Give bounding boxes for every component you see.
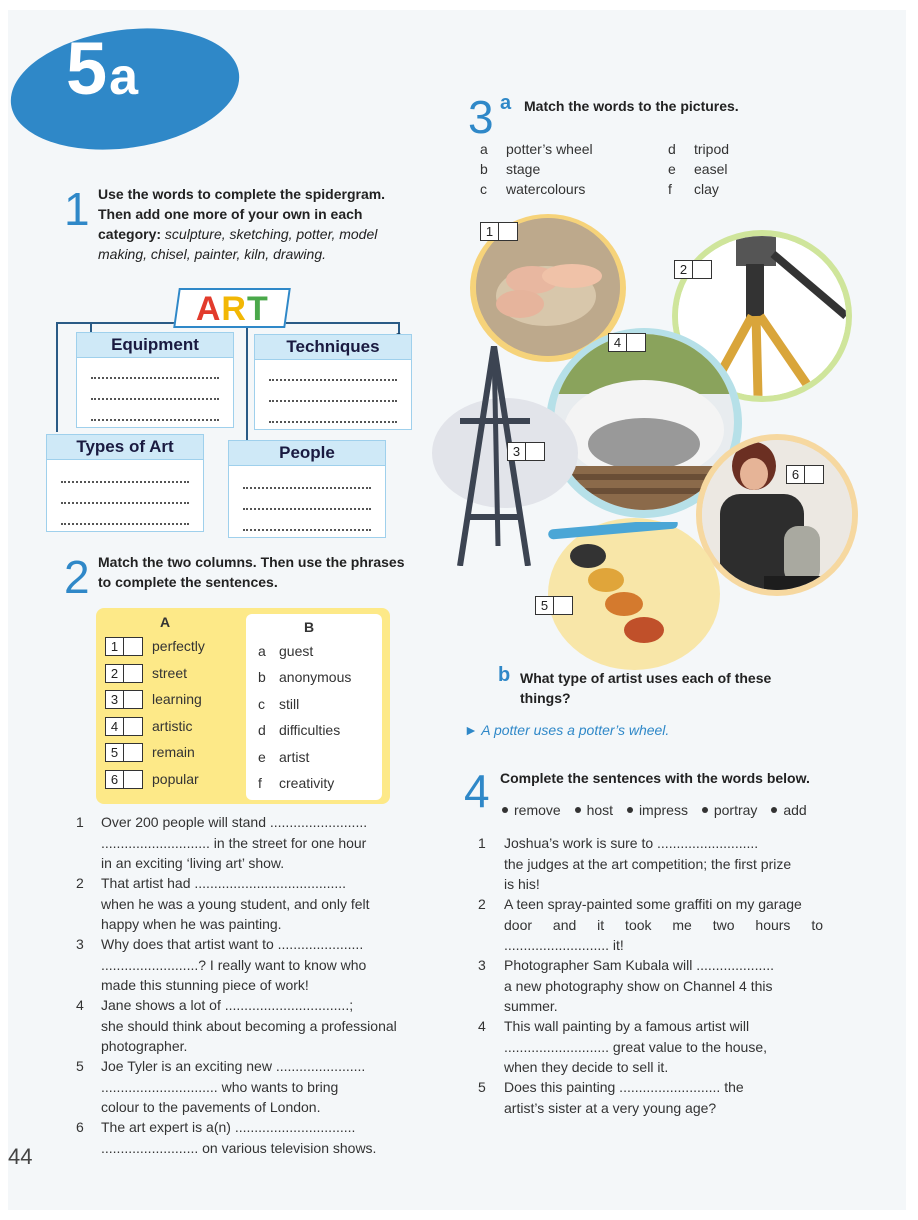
answer-box[interactable]: 3 bbox=[105, 690, 143, 709]
answer-line[interactable] bbox=[61, 523, 189, 525]
exercise-1-instruction bbox=[98, 184, 408, 264]
category-box-types-of-art bbox=[46, 434, 204, 532]
column-b-word: still bbox=[279, 696, 300, 712]
answer-box[interactable]: 4 bbox=[105, 717, 143, 736]
exercise-3b-example bbox=[464, 722, 669, 738]
textbook-page bbox=[8, 10, 906, 1210]
bullet-icon bbox=[627, 807, 633, 813]
sentence: Joshua’s work is sure to .......................... the judges at the art competition; the first prize is his! bbox=[504, 835, 792, 892]
answer-line[interactable] bbox=[269, 421, 397, 423]
sentence-number: 3 bbox=[478, 957, 486, 973]
column-a-word: artistic bbox=[152, 718, 193, 734]
category-title-techniques: Techniques bbox=[255, 335, 411, 360]
column-b-letter: f bbox=[258, 775, 262, 791]
bank-word: impress bbox=[638, 802, 688, 818]
sentence-number: 5 bbox=[76, 1058, 84, 1074]
exercise-2-instruction: Match the two columns. Then use the phrases to complete the sentences. bbox=[98, 554, 405, 590]
column-b-word: artist bbox=[279, 749, 310, 765]
sentence-number: 1 bbox=[478, 835, 486, 851]
answer-line[interactable] bbox=[269, 379, 397, 381]
exercise-4-instruction: Complete the sentences with the words below. bbox=[500, 770, 810, 786]
column-a-word: street bbox=[152, 665, 188, 681]
word: potter’s wheel bbox=[506, 141, 593, 157]
picture-answer-box[interactable]: 5 bbox=[535, 596, 573, 615]
sentence: The art expert is a(n) ............................... ......................... on various television shows. bbox=[101, 1119, 377, 1156]
word: stage bbox=[506, 161, 541, 177]
sentence-number: 3 bbox=[76, 936, 84, 952]
category-box-people bbox=[228, 440, 386, 538]
picture-watercolours bbox=[548, 522, 688, 642]
category-title-equipment: Equipment bbox=[77, 333, 233, 358]
column-b-panel bbox=[246, 614, 382, 800]
sentence-number: 5 bbox=[478, 1079, 486, 1095]
exercise-3-number: 3 bbox=[468, 91, 494, 143]
word: tripod bbox=[694, 141, 730, 157]
word: clay bbox=[694, 181, 719, 197]
sentence: A teen spray-painted some graffiti on my garage door and it took me two hours to ........................... it! bbox=[504, 896, 823, 953]
sentence: That artist had ....................................... when he was a young student, and only felt happy when he was painting. bbox=[101, 875, 370, 932]
bullet-icon bbox=[771, 807, 777, 813]
sentence-number: 2 bbox=[478, 896, 486, 912]
category-box-techniques bbox=[254, 334, 412, 430]
sentence: Over 200 people will stand ......................... ............................ in the street for one hour in an exciting ‘living art’ show. bbox=[101, 814, 368, 871]
word-letter: c bbox=[480, 181, 487, 197]
potter-icon bbox=[702, 440, 852, 590]
column-a-word: learning bbox=[152, 691, 202, 707]
sentence: This wall painting by a famous artist will ........................... great value to the house, when they decide to sell it. bbox=[504, 1018, 768, 1075]
word: watercolours bbox=[506, 181, 586, 197]
picture-answer-box[interactable]: 1 bbox=[480, 222, 518, 241]
bank-word: host bbox=[586, 802, 614, 818]
category-title-people: People bbox=[229, 441, 385, 466]
answer-line[interactable] bbox=[91, 398, 219, 400]
answer-line[interactable] bbox=[61, 481, 189, 483]
play-arrow-icon: ► bbox=[464, 722, 478, 738]
column-b-word: anonymous bbox=[279, 669, 352, 685]
column-a-word: remain bbox=[152, 744, 195, 760]
exercise-4-word-bank bbox=[498, 802, 807, 818]
sentence-number: 2 bbox=[76, 875, 84, 891]
bullet-icon bbox=[575, 807, 581, 813]
answer-line[interactable] bbox=[91, 377, 219, 379]
column-b-word: guest bbox=[279, 643, 314, 659]
column-b-letter: d bbox=[258, 722, 266, 738]
exercise-2-number: 2 bbox=[64, 551, 90, 603]
exercise-1-words: sculpture, sketching, potter, model making, chisel, painter, kiln, drawing. bbox=[98, 226, 378, 262]
column-b-letter: c bbox=[258, 696, 265, 712]
column-b-word: creativity bbox=[279, 775, 335, 791]
sentence: Does this painting .......................... the artist’s sister at a very young age? bbox=[504, 1079, 744, 1116]
sentence-number: 6 bbox=[76, 1119, 84, 1135]
picture-potters-wheel bbox=[702, 440, 852, 590]
spidergram-connector-people bbox=[246, 322, 248, 442]
column-a-header: A bbox=[160, 614, 171, 630]
category-box-equipment bbox=[76, 332, 234, 428]
spidergram-left-line bbox=[56, 322, 58, 432]
word-letter: a bbox=[480, 141, 488, 157]
exercise-3a-instruction: Match the words to the pictures. bbox=[524, 98, 739, 114]
watercolours-icon bbox=[548, 522, 688, 646]
bullet-icon bbox=[502, 807, 508, 813]
word-letter: b bbox=[480, 161, 488, 177]
unit-label bbox=[66, 27, 139, 110]
column-b-letter: b bbox=[258, 669, 266, 685]
bullet-icon bbox=[702, 807, 708, 813]
picture-answer-box[interactable]: 6 bbox=[786, 465, 824, 484]
answer-box[interactable]: 5 bbox=[105, 743, 143, 762]
column-b-letter: a bbox=[258, 643, 266, 659]
sentence: Joe Tyler is an exciting new ....................... .............................. who wants to bring colour to the pavements of London. bbox=[101, 1058, 366, 1115]
column-b-header: B bbox=[304, 619, 315, 635]
answer-box[interactable]: 1 bbox=[105, 637, 143, 656]
sentence-number: 1 bbox=[76, 814, 84, 830]
answer-line[interactable] bbox=[243, 508, 371, 510]
exercise-3a-letter: a bbox=[500, 92, 512, 114]
word-letter: f bbox=[668, 181, 672, 197]
art-title-box bbox=[173, 288, 291, 328]
answer-line[interactable] bbox=[243, 529, 371, 531]
unit-letter: a bbox=[109, 48, 139, 106]
word-letter: d bbox=[668, 141, 676, 157]
word: easel bbox=[694, 161, 728, 177]
category-title-types-of-art: Types of Art bbox=[47, 435, 203, 460]
bank-word: add bbox=[783, 802, 807, 818]
answer-line[interactable] bbox=[91, 419, 219, 421]
column-b-word: difficulties bbox=[279, 722, 341, 738]
exercise-4-number: 4 bbox=[464, 765, 490, 817]
exercise-3b-letter: b bbox=[498, 664, 511, 686]
picture-answer-box[interactable]: 2 bbox=[674, 260, 712, 279]
sentence-number: 4 bbox=[76, 997, 84, 1013]
exercise-1-text: Use the words to complete the spidergram. Then add one more of your own in each category: bbox=[98, 186, 386, 242]
answer-line[interactable] bbox=[61, 502, 189, 504]
bank-word: portray bbox=[713, 802, 758, 818]
page-number: 44 bbox=[8, 1144, 33, 1169]
sentence: Photographer Sam Kubala will .................... a new photography show on Channel 4 this summer. bbox=[504, 957, 775, 1014]
exercise-1-number: 1 bbox=[64, 183, 90, 235]
picture-answer-box[interactable]: 3 bbox=[507, 442, 545, 461]
answer-box[interactable]: 6 bbox=[105, 770, 143, 789]
answer-line[interactable] bbox=[243, 487, 371, 489]
sentence-number: 4 bbox=[478, 1018, 486, 1034]
word-letter: e bbox=[668, 161, 676, 177]
unit-number: 5 bbox=[66, 27, 108, 110]
column-a-word: perfectly bbox=[152, 638, 205, 654]
exercise-3b-instruction: What type of artist uses each of these things? bbox=[520, 670, 772, 706]
sentence: Why does that artist want to ...................... .........................? I really want to know who made this stunning piece of work! bbox=[101, 936, 367, 993]
answer-line[interactable] bbox=[269, 400, 397, 402]
column-a-word: popular bbox=[152, 771, 199, 787]
picture-answer-box[interactable]: 4 bbox=[608, 333, 646, 352]
column-b-letter: e bbox=[258, 749, 266, 765]
answer-box[interactable]: 2 bbox=[105, 664, 143, 683]
art-title: ART bbox=[195, 290, 269, 328]
bank-word: remove bbox=[514, 802, 561, 818]
sentence: Jane shows a lot of ................................; she should think about becoming a professional photographer. bbox=[101, 997, 397, 1054]
example-sentence: A potter uses a potter’s wheel. bbox=[481, 722, 670, 738]
